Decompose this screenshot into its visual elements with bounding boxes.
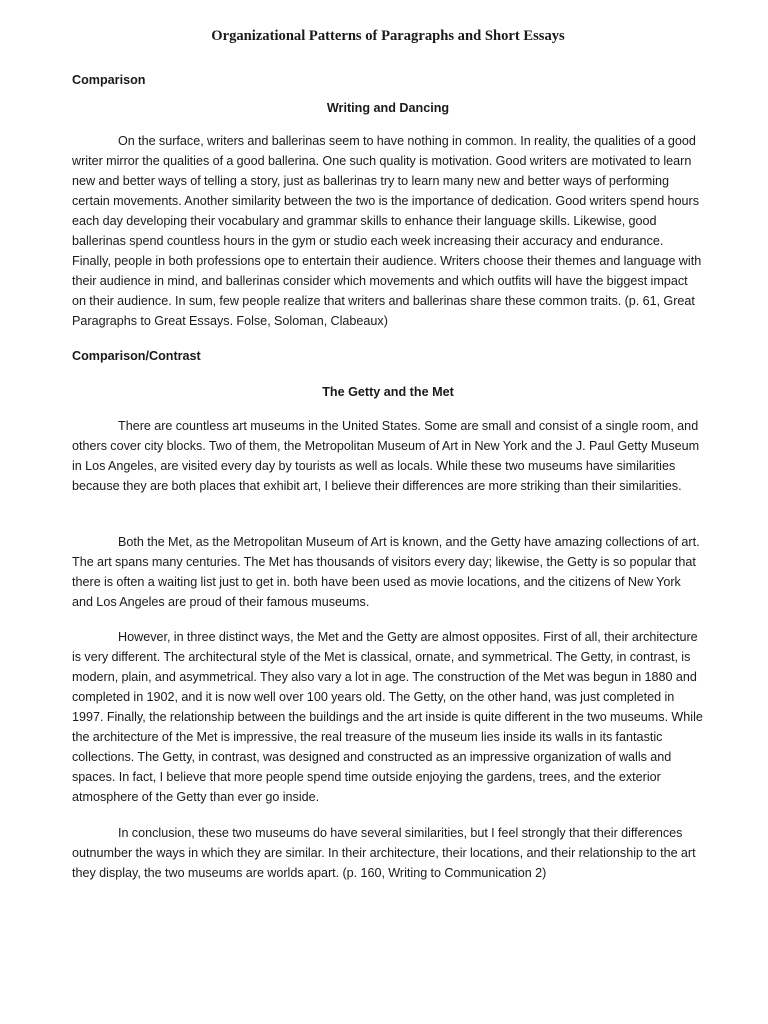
paragraph: On the surface, writers and ballerinas seem to have nothing in common. In reality, the qualities of a good writer mirror the qualities of a good ballerina. One such quality is motivation. Good writers are motivated to learn new and better ways of telling a story, just as ballerinas try to learn many new and better ways of performing certain movements. Another similarity between the two is the importance of dedication. Good writers spend hours each day developing their vocabulary and grammar skills to enhance their language skills. Likewise, good ballerinas spend countless hours in the gym or studio each week increasing their accuracy and endurance. Finally, people in both professions ope to entertain their audience. Writers choose their themes and language with their audience in mind, and ballerinas consider which movements and which outfits will have the biggest impact on their audience. In sum, few people realize that writers and ballerinas share these common traits. (p. 61, Great Paragraphs to Great Essays. Folse, Soloman, Clabeaux) [72,134,702,328]
paragraph: However, in three distinct ways, the Met and the Getty are almost opposites. First of all, their architecture is very different. The architectural style of the Met is classical, ornate, and symmetrical. The Getty, in contrast, is modern, plain, and asymmetrical. They also vary a lot in age. The construction of the Met was begun in 1880 and completed in 1902, and it is now well over 100 years old. The Getty, on the other hand, was just completed in 1997. Finally, the relationship between the buildings and the art inside is quite different in the two museums. While the architecture of the Met is impressive, the real treasure of the museum lies inside its walls in its fantastic collections. The Getty, in contrast, was designed and constructed as an impressive organization of walls and spaces. In fact, I believe that more people spend time outside enjoying the gardens, trees, and the exterior atmosphere of the Getty than ever go inside. [72,630,703,804]
paragraph: There are countless art museums in the United States. Some are small and consist of a single room, and others cover city blocks. Two of them, the Metropolitan Museum of Art in New York and the J. Paul Getty Museum in Los Angeles, are visited every day by tourists as well as locals. While these two museums have similarities because they are both places that exhibit art, I believe their differences are more striking than their similarities. [72,419,700,493]
section-heading-comparison-contrast: Comparison/Contrast [72,349,201,363]
section-heading-comparison: Comparison [72,73,146,87]
paragraph: Both the Met, as the Metropolitan Museum of Art is known, and the Getty have amazing collections of art. The art spans many centuries. The Met has thousands of visitors every day; likewise, the Getty is so popular that there is often a waiting list just to get in. both have been used as movie locations, and the citizens of New York and Los Angeles are proud of their famous museums. [72,535,700,609]
essay-title-getty-and-met: The Getty and the Met [322,385,454,399]
essay-title-writing-and-dancing: Writing and Dancing [326,101,450,115]
document-title: Organizational Patterns of Paragraphs and Short Essays [211,28,565,44]
paragraph: In conclusion, these two museums do have several similarities, but I feel strongly that their differences outnumber the ways in which they are similar. In their architecture, their locations, and their relationship to the art they display, the two museums are worlds apart. (p. 160, Writing to Communication 2) [72,826,696,880]
